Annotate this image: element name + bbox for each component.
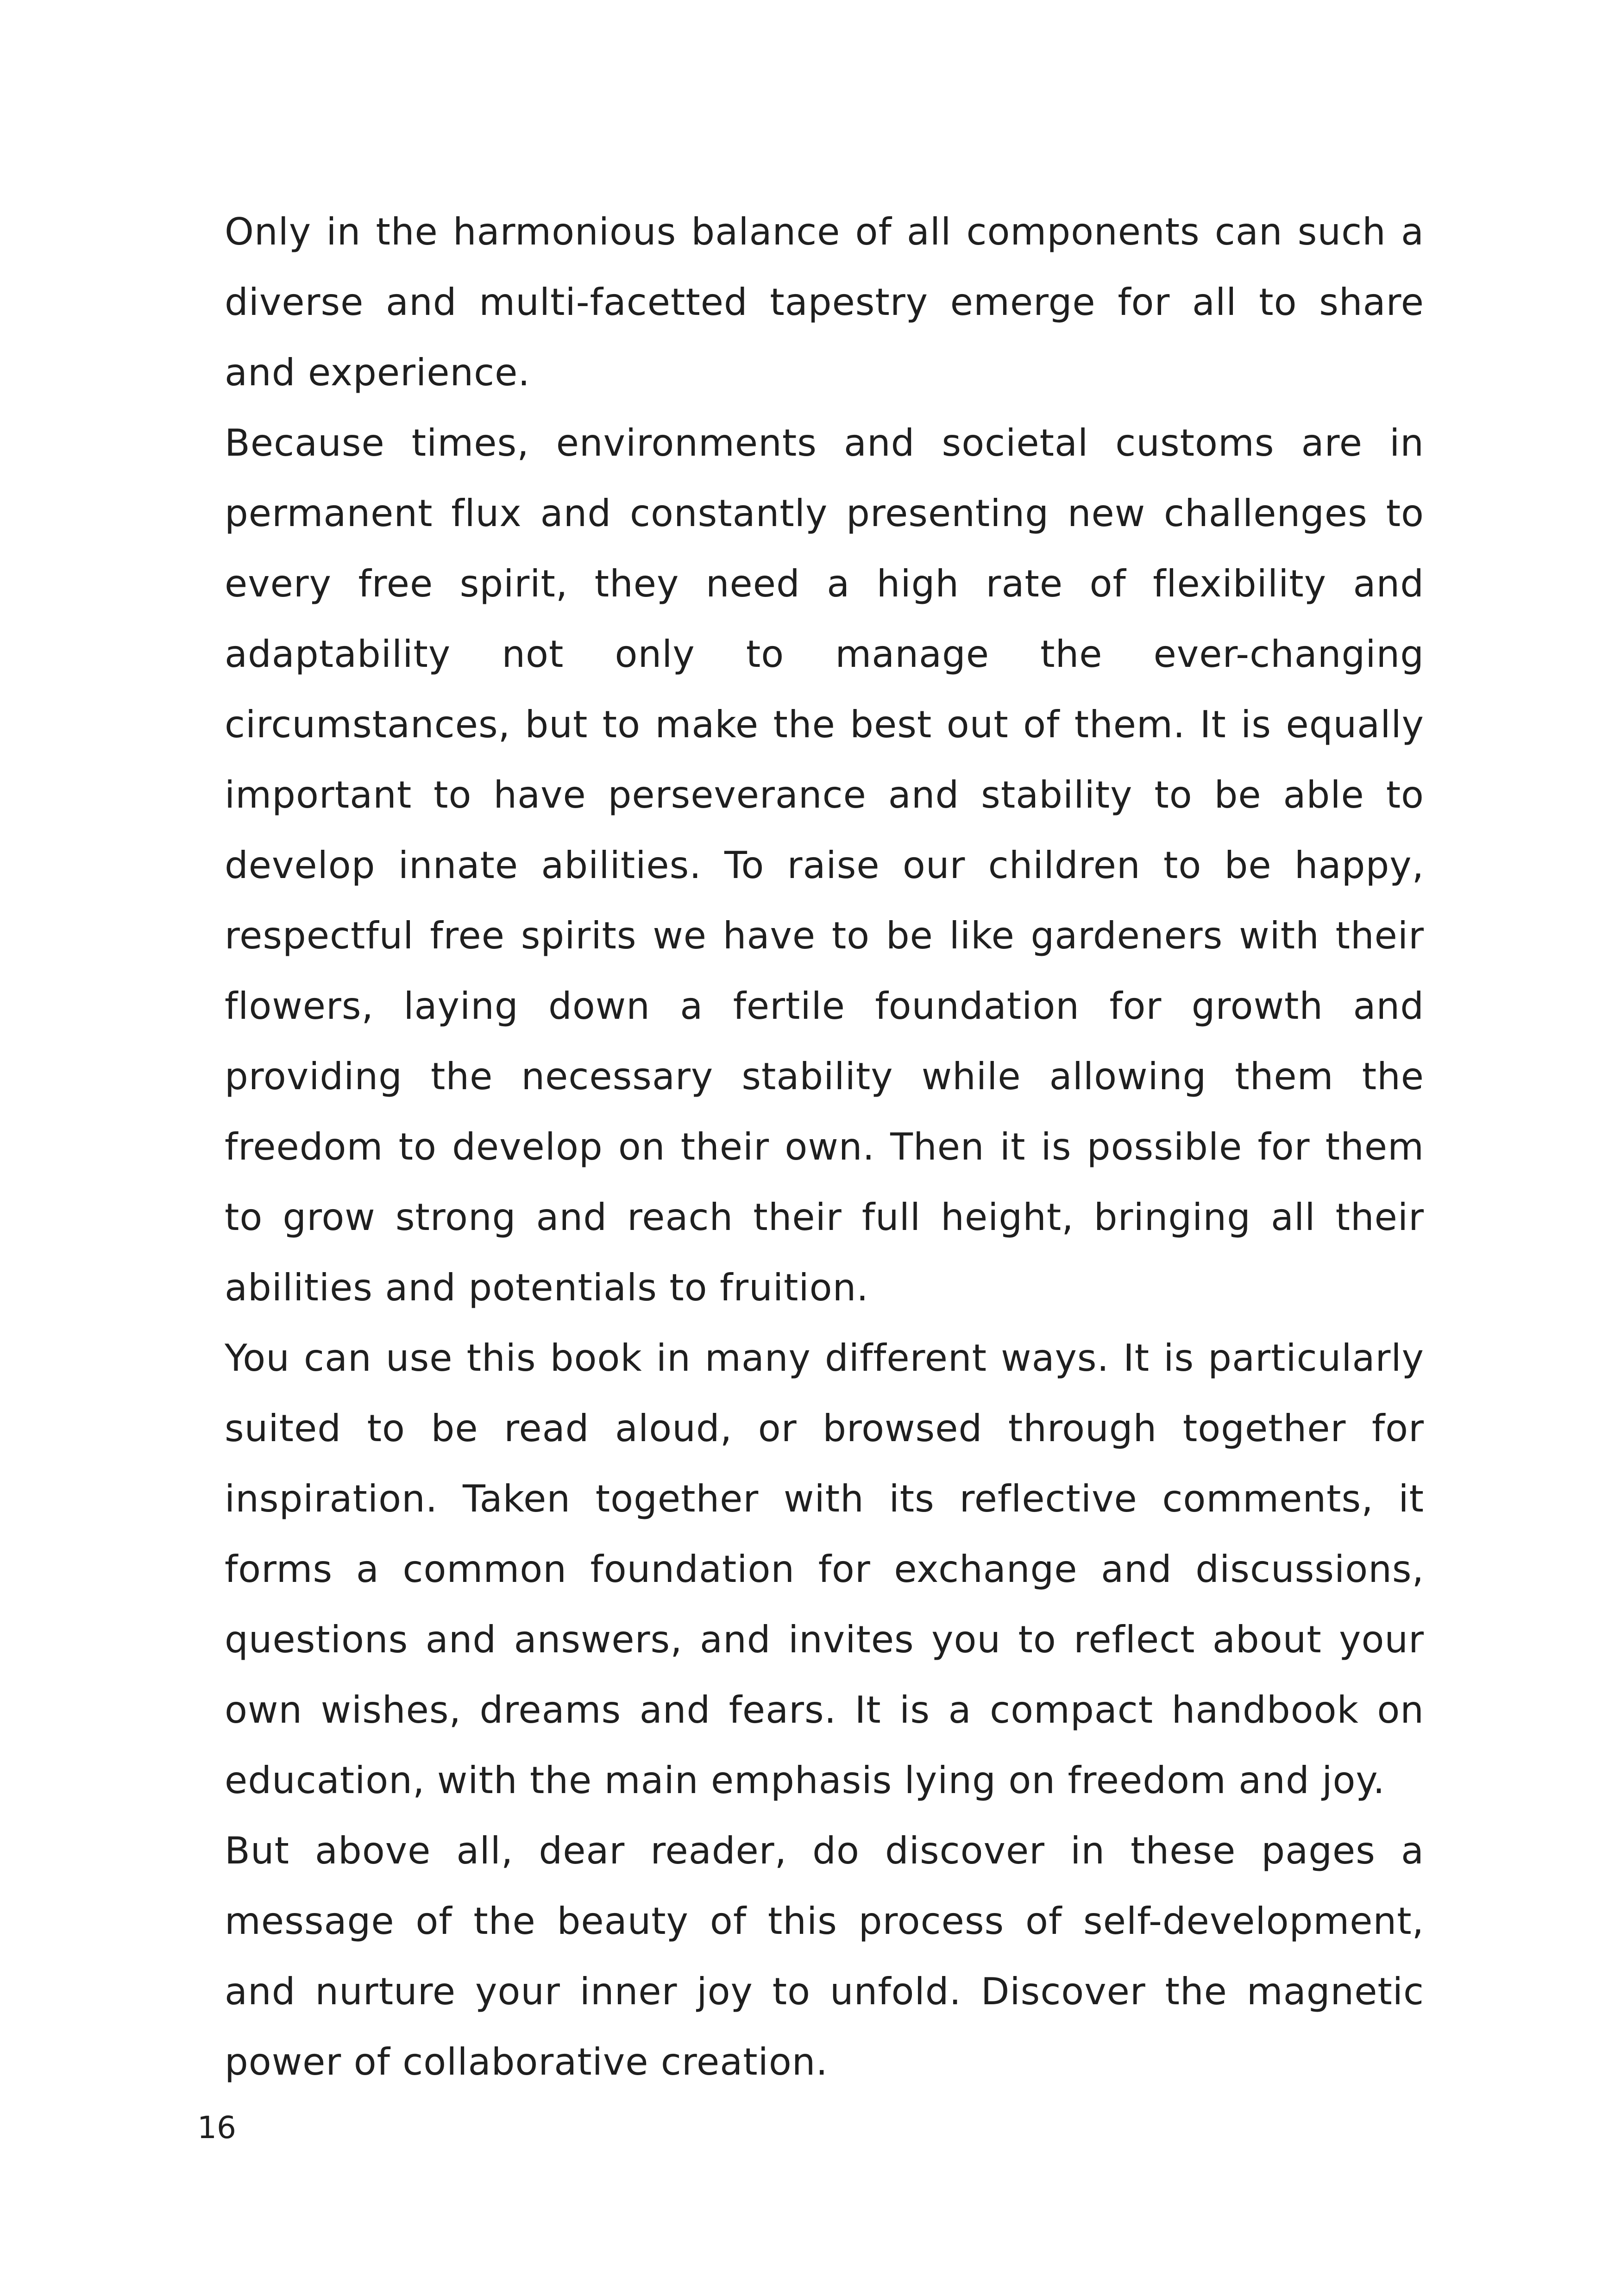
page-number: 16	[197, 2110, 236, 2145]
paragraph-closing-message: But above all, dear reader, do discover in these pages a message of the beauty of this process of self-development, and nurture your inner joy to unfold. Discover the magnetic power of collaborative creation.	[225, 1829, 1424, 2083]
paragraph-harmonious-balance: Only in the harmonious balance of all components can such a diverse and multi-facetted tapestry emerge for all to share and experience.	[225, 210, 1424, 394]
body-text	[225, 197, 1424, 2097]
paragraph-how-to-use-book: You can use this book in many different ways. It is particularly suited to be read aloud, or browsed through together for inspiration. Taken together with its reflective comments, it forms a common foundation for exchange and discussions, questions and answers, and invites you to reflect about your own wishes, dreams and fears. It is a compact handbook on education, with the main emphasis lying on freedom and joy.	[225, 1336, 1424, 1802]
paragraph-flexibility-and-stability: Because times, environments and societal customs are in permanent flux and constantly presenting new challenges to every free spirit, they need a high rate of flexibility and adaptability not only to manage the ever-changing circumstances, but to make the best out of them. It is equally important to have perseverance and stability to be able to develop innate abilities. To raise our children to be happy, respectful free spirits we have to be like gardeners with their flowers, laying down a fertile foundation for growth and providing the necessary stability while allowing them the freedom to develop on their own. Then it is possible for them to grow strong and reach their full height, bringing all their abilities and potentials to fruition.	[225, 421, 1424, 1309]
